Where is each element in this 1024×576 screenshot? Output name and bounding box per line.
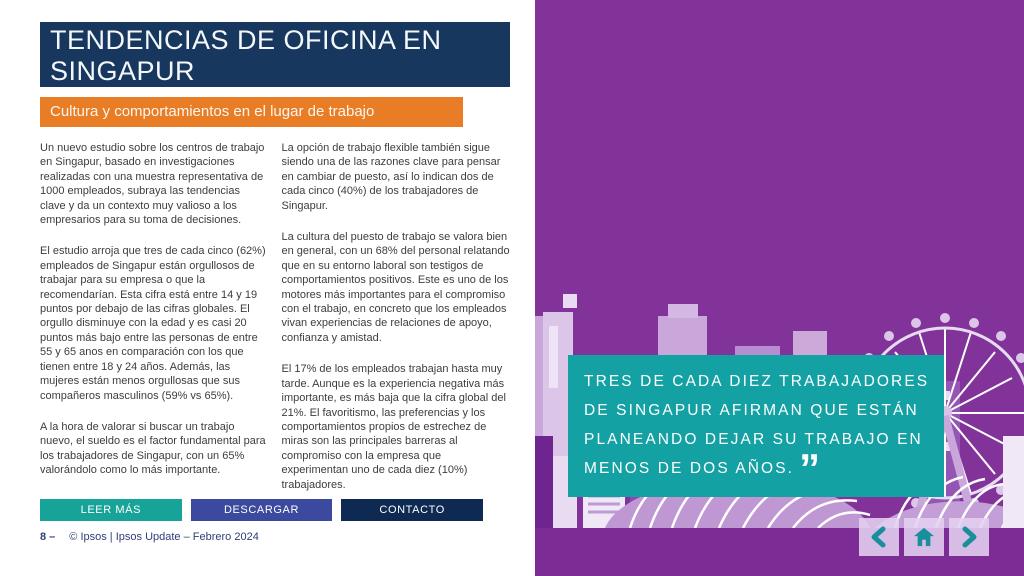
page-number: 8 – (40, 531, 56, 543)
action-buttons (40, 499, 483, 521)
page-title: TENDENCIAS DE OFICINA EN SINGAPUR (40, 22, 510, 87)
closing-quote-mark: ” (799, 445, 821, 492)
paragraph: A la hora de valorar si buscar un trabajo nuevo, el sueldo es el factor fundamental para los trabajadores de Singapur, con un 65% valorándolo como lo más importante. (40, 420, 266, 477)
article-column-1 (40, 141, 269, 493)
paragraph: La opción de trabajo flexible también sigue siendo una de las razones clave para pensar en cambiar de puesto, así lo indican dos de cada cinco (40%) de los trabajadores de Singapur. (281, 142, 501, 212)
paragraph: El estudio arroja que tres de cada cinco (62%) empleados de Singapur están orgullosos de trabajar para su empresa o que la recomendarían. Esta cifra está entre 14 y 19 puntos por debajo de las cifras globales. El orgullo disminuye con la edad y es casi 20 puntos más bajo entre las personas de entre 55 y 65 anos en comparación con los que tienen entre 18 y 24 años. Además, las mujeres están menos orgullosas que sus compañeros masculinos (59% vs 65%). (40, 245, 266, 402)
page-footer (40, 531, 510, 543)
quote-text: TRES DE CADA DIEZ TRABAJADORES DE SINGAPUR AFIRMAN QUE ESTÁN PLANEANDO DEJAR SU TRABAJO EN MENOS DE DOS AÑOS. (584, 373, 930, 477)
home-icon (913, 527, 935, 547)
illustration-panel (535, 0, 1024, 576)
slide-navigation (859, 518, 989, 556)
chevron-right-icon (959, 526, 979, 548)
download-button[interactable]: DESCARGAR (191, 499, 333, 521)
previous-slide-button[interactable] (859, 518, 899, 556)
read-more-button[interactable]: LEER MÁS (40, 499, 182, 521)
copyright-text: © Ipsos | Ipsos Update – Febrero 2024 (69, 531, 259, 543)
chevron-left-icon (869, 526, 889, 548)
contact-button[interactable]: CONTACTO (341, 499, 483, 521)
pull-quote (568, 355, 944, 497)
section-subtitle: Cultura y comportamientos en el lugar de trabajo (40, 97, 463, 127)
article-column-2 (282, 141, 511, 493)
article-body (40, 141, 510, 493)
paragraph: El 17% de los empleados trabajan hasta muy tarde. Aunque es la experiencia negativa más importante, es más baja que la cifra global del 21%. El favoritismo, las preferencias y los comportamientos propios de estrechez de miras son las principales barreras al compromiso con la empresa que experimentan uno de cada diez (10%) trabajadores. (281, 363, 506, 491)
home-button[interactable] (904, 518, 944, 556)
next-slide-button[interactable] (949, 518, 989, 556)
paragraph: Un nuevo estudio sobre los centros de trabajo en Singapur, basado en investigaciones realizadas con una muestra representativa de 1000 empleados, subraya las tendencias clave y da un contexto muy valioso a los empresarios para su toma de decisiones. (40, 142, 265, 227)
paragraph: La cultura del puesto de trabajo se valora bien en general, con un 68% del personal relatando que en su entorno laboral son testigos de comportamientos positivos. Este es uno de los motores más importantes para el compromiso con el trabajo, en concreto que los empleados vivan experiencias de relaciones de apoyo, confianza y amistad. (281, 231, 510, 344)
